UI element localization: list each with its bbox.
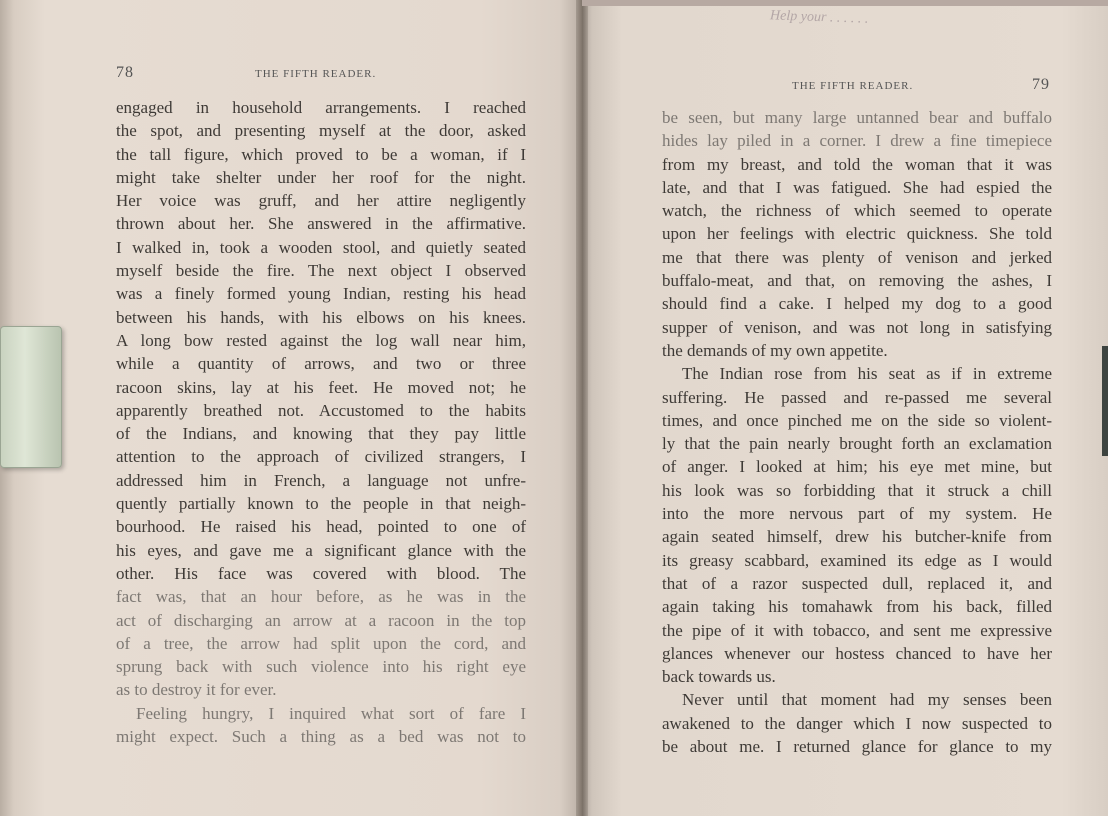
right-page-text: [662, 106, 1052, 758]
text-line: the spot, and presenting myself at the door, asked: [116, 121, 526, 141]
text-line: sprung back with such violence into his right eye: [116, 657, 526, 677]
text-line: thrown about her. She answered in the affirmative.: [116, 214, 526, 234]
text-line: Feeling hungry, I inquired what sort of fare I: [136, 703, 526, 723]
book-gutter: [576, 0, 588, 816]
left-page-number: 78: [116, 64, 134, 81]
text-line: between his hands, with his elbows on his knees.: [116, 307, 526, 327]
text-line: me that there was plenty of venison and jerked: [662, 247, 1052, 267]
text-line: racoon skins, lay at his feet. He moved not; he: [116, 377, 526, 397]
right-running-title: THE FIFTH READER.: [792, 80, 914, 92]
text-line: be seen, but many large untanned bear and buffalo: [662, 108, 1052, 127]
text-line: as to destroy it for ever.: [116, 680, 277, 700]
text-line: late, and that I was fatigued. She had espied the: [662, 177, 1052, 197]
page-top-edge: [582, 0, 1108, 6]
text-line: Her voice was gruff, and her attire negligently: [116, 191, 526, 211]
text-line: I walked in, took a wooden stool, and quietly seated: [116, 237, 526, 257]
side-tab: [1102, 346, 1108, 456]
text-line: bourhood. He raised his head, pointed to one of: [116, 517, 526, 537]
text-line: apparently breathed not. Accustomed to the habits: [116, 400, 526, 420]
text-line: back towards us.: [662, 667, 776, 687]
text-line: The Indian rose from his seat as if in extreme: [682, 364, 1052, 384]
text-line: fact was, that an hour before, as he was in the: [116, 587, 526, 607]
text-line: of the Indians, and knowing that they pay little: [116, 424, 526, 444]
text-line: that of a razor suspected dull, replaced it, and: [662, 573, 1052, 593]
text-line: A long bow rested against the log wall near him,: [116, 330, 526, 350]
text-line: be about me. I returned glance for glance to my: [662, 737, 1052, 757]
text-line: while a quantity of arrows, and two or three: [116, 354, 526, 374]
text-line: addressed him in French, a language not unfre-: [116, 470, 526, 490]
text-line: was a finely formed young Indian, resting his head: [116, 284, 526, 304]
text-line: buffalo-meat, and that, on removing the ashes, I: [662, 271, 1052, 291]
text-line: act of discharging an arrow at a racoon in the top: [116, 610, 526, 630]
text-line: other. His face was covered with blood. The: [116, 563, 526, 583]
text-line: his look was so forbidding that it struck a chill: [662, 480, 1052, 500]
left-running-title: THE FIFTH READER.: [255, 68, 377, 80]
text-line: awakened to the danger which I now suspected to: [662, 713, 1052, 733]
text-line: engaged in household arrangements. I reached: [116, 98, 526, 117]
text-line: might expect. Such a thing as a bed was not to: [116, 727, 526, 747]
text-line: upon her feelings with electric quickness. She told: [662, 224, 1052, 244]
text-line: Never until that moment had my senses been: [682, 690, 1052, 710]
text-line: times, and once pinched me on the side so violent-: [662, 410, 1052, 430]
glass-weight: [0, 326, 62, 468]
text-line: might take shelter under her roof for the night.: [116, 167, 526, 187]
right-page-number: 79: [1032, 76, 1050, 93]
text-line: ly that the pain nearly brought forth an exclamation: [662, 434, 1052, 454]
text-line: the demands of my own appetite.: [662, 340, 888, 360]
text-line: attention to the approach of civilized strangers, I: [116, 447, 526, 467]
text-line: should find a cake. I helped my dog to a good: [662, 294, 1052, 314]
text-line: hides lay piled in a corner. I drew a fine timepiece: [662, 131, 1052, 151]
text-line: its greasy scabbard, examined its edge as I would: [662, 550, 1052, 570]
text-line: again seated himself, drew his butcher-knife from: [662, 527, 1052, 547]
text-line: again taking his tomahawk from his back, filled: [662, 597, 1052, 617]
handwritten-note: Help your . . . . . .: [769, 8, 869, 27]
text-line: his eyes, and gave me a significant glance with the: [116, 540, 526, 560]
text-line: from my breast, and told the woman that it was: [662, 154, 1052, 174]
text-line: myself beside the fire. The next object I observed: [116, 261, 526, 281]
text-line: watch, the richness of which seemed to operate: [662, 201, 1052, 221]
text-line: suffering. He passed and re-passed me several: [662, 387, 1052, 407]
text-line: supper of venison, and was not long in satisfying: [662, 317, 1052, 337]
text-line: of a tree, the arrow had split upon the cord, and: [116, 633, 526, 653]
text-line: the tall figure, which proved to be a woman, if I: [116, 144, 526, 164]
left-page-text: [116, 96, 526, 748]
text-line: the pipe of it with tobacco, and sent me expressive: [662, 620, 1052, 640]
text-line: quently partially known to the people in that neigh-: [116, 494, 526, 514]
text-line: into the more nervous part of my system. He: [662, 504, 1052, 524]
text-line: glances whenever our hostess chanced to have her: [662, 643, 1052, 663]
text-line: of anger. I looked at him; his eye met mine, but: [662, 457, 1052, 477]
